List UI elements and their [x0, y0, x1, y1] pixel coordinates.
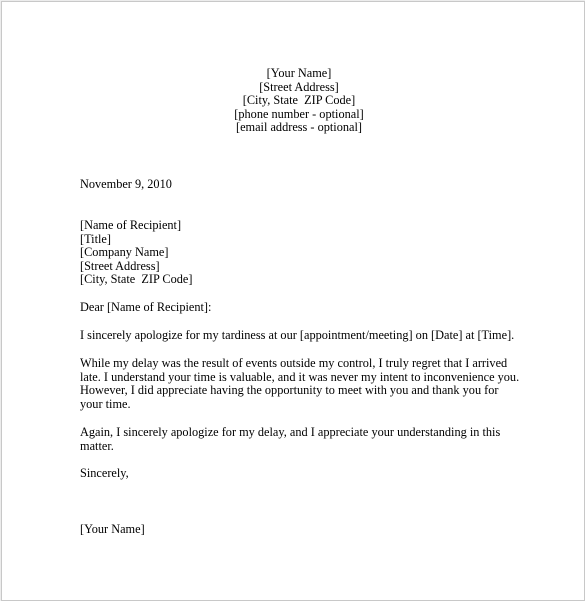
date-block — [80, 178, 520, 192]
paragraph-reiteration-line: matter. — [80, 438, 114, 453]
paragraph-apology-text: I sincerely apologize for my tardiness at our [appointment/meeting] on [Date] at [Time]. — [80, 328, 515, 342]
paragraph-explanation-line: However, I did appreciate having the opportunity to meet with you and thank you for — [80, 383, 499, 398]
recipient-company: [Company Name] — [80, 245, 169, 260]
recipient-name: [Name of Recipient] — [80, 218, 182, 232]
recipient-title: [Title] — [80, 231, 111, 246]
recipient-city-state-zip: [City, State ZIP Code] — [80, 272, 193, 287]
sender-city-state-zip: [City, State ZIP Code] — [242, 93, 356, 108]
signature-name: [Your Name] — [80, 522, 145, 536]
sender-phone: [phone number - optional] — [234, 106, 364, 121]
paragraph-reiteration-line: Again, I sincerely apologize for my delay, and I appreciate your understanding in this — [80, 425, 501, 439]
paragraph-explanation-line: your time. — [80, 396, 131, 411]
recipient-street: [Street Address] — [80, 258, 160, 273]
paragraph-apology — [80, 329, 520, 343]
paragraph-reiteration — [80, 426, 520, 453]
paragraph-explanation-line: late. I understand your time is valuable, and it was never my intent to inconvenience you. — [80, 369, 520, 384]
sender-address-block — [2, 67, 584, 135]
paragraph-explanation-line: While my delay was the result of events outside my control, I truly regret that I arrived — [80, 356, 508, 370]
salutation: Dear [Name of Recipient]: — [80, 300, 212, 314]
sender-street: [Street Address] — [259, 79, 339, 94]
letter-page — [1, 1, 585, 601]
closing-block — [80, 467, 520, 481]
closing: Sincerely, — [80, 466, 129, 480]
signature-block — [80, 523, 520, 537]
letter-date: November 9, 2010 — [80, 177, 172, 191]
paragraph-explanation — [80, 357, 520, 411]
recipient-address-block — [80, 219, 520, 287]
salutation-block — [80, 301, 520, 315]
sender-email: [email address - optional] — [235, 120, 362, 135]
sender-name: [Your Name] — [266, 66, 332, 80]
